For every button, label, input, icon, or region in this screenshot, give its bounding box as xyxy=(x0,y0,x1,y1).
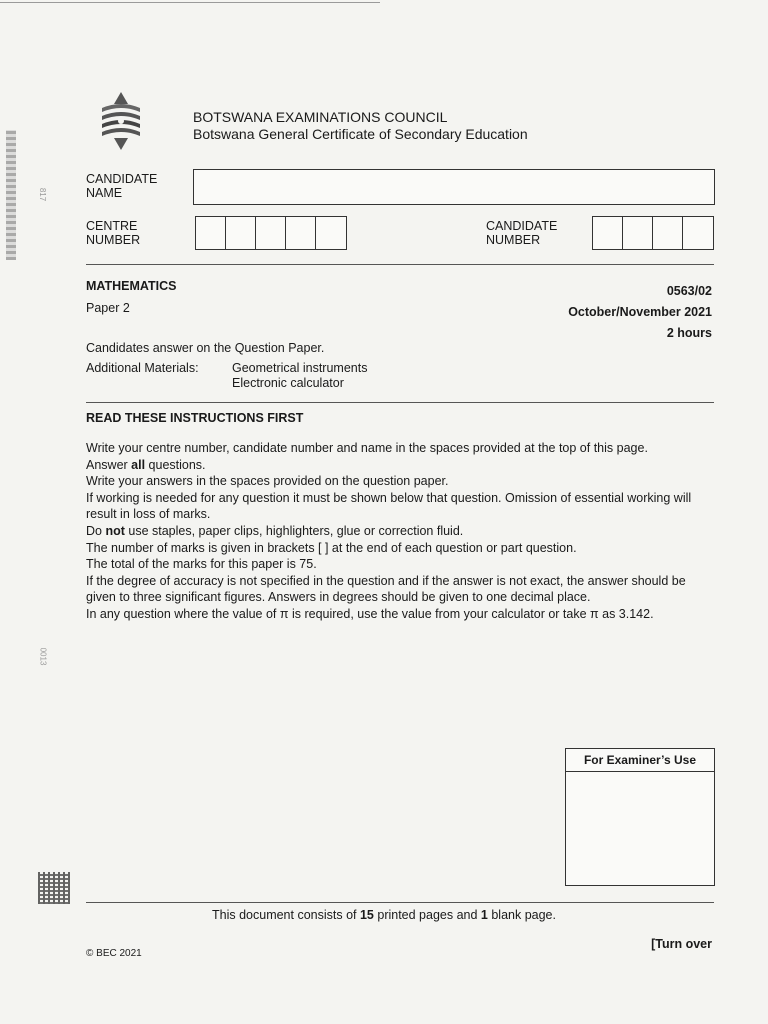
instruction-line: Write your answers in the spaces provided on the question paper. xyxy=(86,474,449,489)
centre-number-label-line1: CENTRE xyxy=(86,219,138,233)
turn-over: [Turn over xyxy=(651,937,712,951)
instruction-line: In any question where the value of π is required, use the value from your calculator or take π as 3.142. xyxy=(86,606,654,621)
candidate-number-cell[interactable] xyxy=(653,217,683,249)
instruction-line: The total of the marks for this paper is 75. xyxy=(86,557,317,572)
candidate-number-cell[interactable] xyxy=(623,217,653,249)
instruction-line: Write your centre number, candidate number and name in the spaces provided at the top of this page. xyxy=(86,441,648,455)
instruction-text: use staples, paper clips, highlighters, glue or correction fluid. xyxy=(124,523,464,538)
centre-number-cell[interactable] xyxy=(316,217,346,249)
page-count-text: printed pages and xyxy=(373,908,481,922)
candidate-number-label-line2: NUMBER xyxy=(486,233,541,247)
page-count-text: blank page. xyxy=(487,908,556,922)
instructions-heading: READ THESE INSTRUCTIONS FIRST xyxy=(86,411,304,425)
council-name: BOTSWANA EXAMINATIONS COUNCIL xyxy=(193,109,448,125)
barcode-icon xyxy=(38,872,70,904)
instruction-text: questions. xyxy=(145,457,206,472)
scan-margin-strip xyxy=(6,130,16,260)
exam-body-heading xyxy=(193,109,528,143)
blank-pages-count: 1 xyxy=(480,908,488,922)
instruction-line xyxy=(86,457,716,474)
paper-number: Paper 2 xyxy=(86,301,130,315)
exam-session: October/November 2021 xyxy=(568,305,712,319)
margin-mark-2: 0013 xyxy=(38,647,48,666)
divider xyxy=(86,402,714,403)
candidate-number-label xyxy=(486,219,557,247)
margin-mark-1: 817 xyxy=(38,187,48,202)
answer-on-note: Candidates answer on the Question Paper. xyxy=(86,341,325,355)
instructions-list xyxy=(86,440,716,623)
centre-number-cell[interactable] xyxy=(226,217,256,249)
candidate-name-label-line1: CANDIDATE xyxy=(86,172,158,186)
candidate-number-cell[interactable] xyxy=(683,217,713,249)
instruction-text: Answer xyxy=(86,457,132,472)
subject-title: MATHEMATICS xyxy=(86,279,177,293)
centre-number-label-line2: NUMBER xyxy=(86,233,141,247)
materials-label: Additional Materials: xyxy=(86,361,199,375)
printed-pages-count: 15 xyxy=(359,908,374,922)
candidate-number-cell[interactable] xyxy=(593,217,623,249)
paper-code: 0563/02 xyxy=(666,284,712,298)
instruction-line: If working is needed for any question it must be shown below that question. Omission of essential working will result in loss of marks. xyxy=(86,490,692,522)
instruction-emphasis: all xyxy=(131,457,146,472)
exam-duration: 2 hours xyxy=(666,326,712,340)
page-count-note xyxy=(0,908,768,922)
centre-number-cell[interactable] xyxy=(286,217,316,249)
centre-number-cell[interactable] xyxy=(196,217,226,249)
candidate-name-label-line2: NAME xyxy=(86,186,123,200)
page-count-text: This document consists of xyxy=(212,908,360,922)
candidate-number-label-line1: CANDIDATE xyxy=(486,219,558,233)
candidate-number-field[interactable] xyxy=(592,216,714,250)
candidate-name-field[interactable] xyxy=(193,169,715,205)
divider xyxy=(86,264,714,265)
centre-number-cell[interactable] xyxy=(256,217,286,249)
instruction-line xyxy=(86,523,716,540)
examiner-use-box xyxy=(565,748,715,886)
copyright: © BEC 2021 xyxy=(86,948,142,959)
candidate-name-label xyxy=(86,172,157,200)
certificate-name: Botswana General Certificate of Secondary Education xyxy=(193,126,528,142)
divider xyxy=(86,902,714,903)
instruction-line: The number of marks is given in brackets [ ] at the end of each question or part question. xyxy=(86,540,577,555)
centre-number-label xyxy=(86,219,140,247)
centre-number-field[interactable] xyxy=(195,216,347,250)
examiner-use-heading: For Examiner’s Use xyxy=(566,749,714,772)
material-item: Geometrical instruments xyxy=(232,361,368,375)
material-item: Electronic calculator xyxy=(232,376,344,390)
bec-logo-icon xyxy=(98,90,144,152)
instruction-text: Do xyxy=(86,523,106,538)
top-scan-line xyxy=(0,2,380,3)
instruction-emphasis: not xyxy=(105,523,125,538)
instruction-line: If the degree of accuracy is not specified in the question and if the answer is not exact, the answer should be given to three significant figures. Answers in degrees should be given to one decimal place. xyxy=(86,573,686,605)
